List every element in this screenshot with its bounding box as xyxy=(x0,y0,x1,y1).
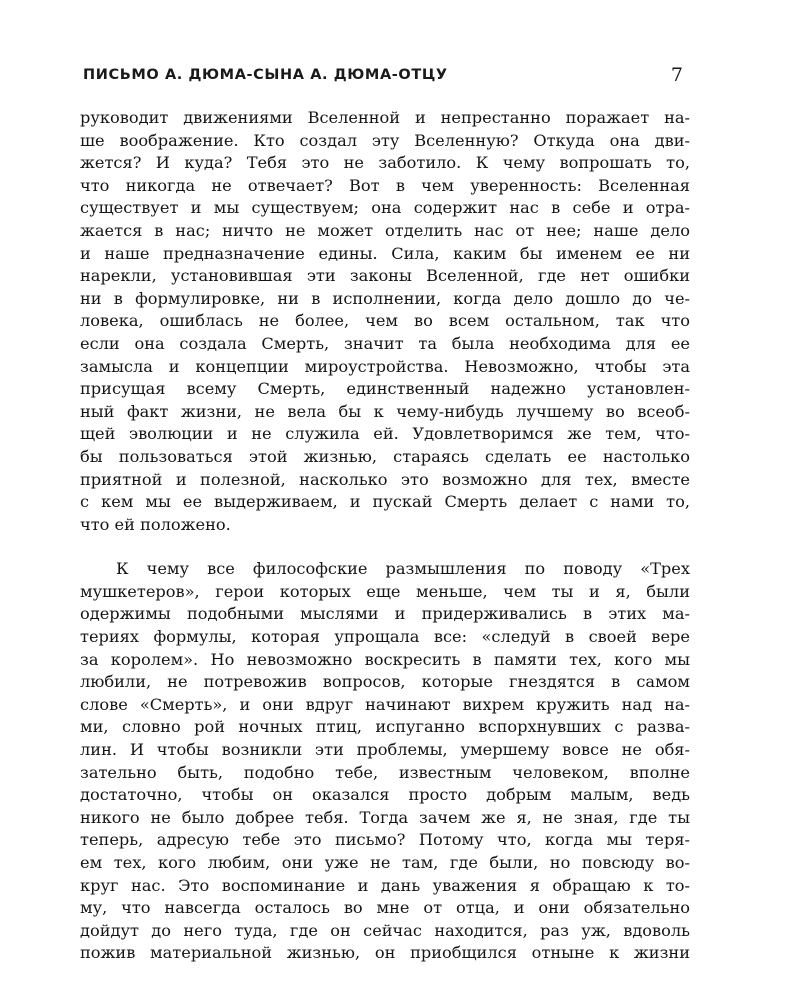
text-line: зательно быть, подобно тебе, известным человеком, вполне xyxy=(80,762,690,782)
text-line: круг нас. Это воспоминание и дань уважения я обращаю к то- xyxy=(80,875,690,895)
running-title: ПИСЬМО А. ДЮМА-СЫНА А. ДЮМА-ОТЦУ xyxy=(83,67,448,83)
text-line: ше воображение. Кто создал эту Вселенную? Откуда она дви- xyxy=(80,130,690,150)
text-line: му, что навсегда осталось во мне от отца, и они обязательно xyxy=(80,898,690,918)
text-line: что никогда не отвечает? Вот в чем уверенность: Вселенная xyxy=(80,175,690,195)
paragraph-spacer xyxy=(80,536,690,558)
text-line: никого не было добрее тебя. Тогда зачем же я, не зная, где ты xyxy=(80,807,690,827)
text-line: мушкетеров», герои которых еще меньше, чем ты и я, были xyxy=(80,581,690,601)
paragraph-1 xyxy=(80,107,690,536)
running-header xyxy=(83,64,683,93)
text-line: присущая всему Смерть, единственный надежно установлен- xyxy=(80,379,690,399)
text-line: жется? И куда? Тебя это не заботило. К чему вопрошать то, xyxy=(80,153,690,173)
text-line: териях формулы, которая упрощала все: «следуй в своей вере xyxy=(80,627,690,647)
text-line: нарекли, установившая эти законы Вселенной, где нет ошибки xyxy=(80,266,690,286)
text-line: ми, словно рой ночных птиц, испуганно вспорхнувших с разва- xyxy=(80,717,690,737)
text-line: руководит движениями Вселенной и непрестанно поражает на- xyxy=(80,108,690,127)
text-line: и наше предназначение едины. Сила, каким бы именем ее ни xyxy=(80,243,690,263)
text-line: ем тех, кого любим, они уже не там, где были, но повсюду во- xyxy=(80,853,690,872)
text-line: любили, не потревожив вопросов, которые гнездятся в самом xyxy=(80,672,690,692)
text-line: пожив материальной жизнью, он приобщился отныне к жизни xyxy=(80,943,690,963)
text-line: существует и мы существуем; она содержит нас в себе и отра- xyxy=(80,198,690,218)
text-line: ный факт жизни, не вела бы к чему-нибудь лучшему во всеоб- xyxy=(80,401,690,421)
paragraph-2 xyxy=(80,558,690,965)
text-line: бы пользоваться этой жизнью, стараясь сделать ее настолько xyxy=(80,446,690,466)
text-line: одержимы подобными мыслями и придерживались в этих ма- xyxy=(80,604,690,624)
text-line: что ей положено. xyxy=(80,514,231,534)
page-number: 7 xyxy=(670,64,683,86)
text-line: К чему все философские размышления по поводу «Трех xyxy=(116,559,690,579)
text-line: за королем». Но невозможно воскресить в памяти тех, кого мы xyxy=(80,649,690,669)
text-line: жается в нас; ничто не может отделить нас от нее; наше дело xyxy=(80,220,690,240)
page-body xyxy=(80,107,690,965)
text-line: слове «Смерть», и они вдруг начинают вихрем кружить над на- xyxy=(80,694,690,714)
text-line: лин. И чтобы возникли эти проблемы, умершему вовсе не обя- xyxy=(80,740,690,760)
text-line: с кем мы ее выдерживаем, и пускай Смерть делает с нами то, xyxy=(80,492,690,512)
text-line: дойдут до него туда, где он сейчас находится, раз уж, вдоволь xyxy=(80,920,690,940)
text-line: приятной и полезной, насколько это возможно для тех, вместе xyxy=(80,469,690,489)
text-line: замысла и концепции мироустройства. Невозможно, чтобы эта xyxy=(80,356,690,376)
text-line: ловека, ошиблась не более, чем во всем остальном, так что xyxy=(80,311,690,331)
text-line: щей эволюции и не служила ей. Удовлетворимся же тем, что- xyxy=(80,424,690,444)
text-line: ни в формулировке, ни в исполнении, когда дело дошло до че- xyxy=(80,288,690,308)
text-line: теперь, адресую тебе это письмо? Потому что, когда мы теря- xyxy=(80,830,690,850)
text-line: если она создала Смерть, значит та была необходима для ее xyxy=(80,333,690,353)
text-line: достаточно, чтобы он оказался просто добрым малым, ведь xyxy=(80,785,690,805)
